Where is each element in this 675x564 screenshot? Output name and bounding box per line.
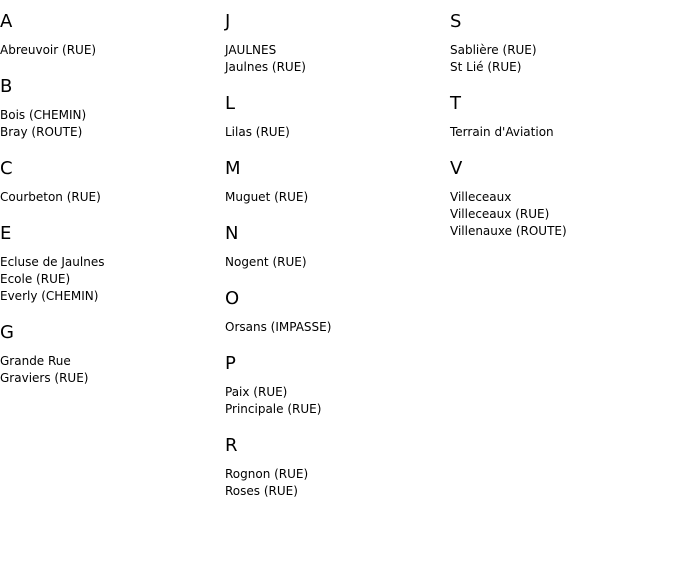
- street-list: [0, 189, 220, 206]
- letter-heading: M: [225, 158, 241, 179]
- letter-group-o: [225, 288, 445, 336]
- street-list: [225, 384, 445, 418]
- street-item[interactable]: Paix (RUE): [225, 385, 288, 399]
- street-index-column-3: [450, 11, 670, 240]
- street-item[interactable]: Grande Rue: [0, 354, 71, 368]
- street-list: [0, 107, 220, 141]
- street-item[interactable]: JAULNES: [225, 43, 277, 57]
- letter-group-m: [225, 158, 445, 206]
- letter-heading: L: [225, 93, 236, 114]
- street-list: [225, 189, 445, 206]
- letter-group-n: [225, 223, 445, 271]
- letter-group-v: [450, 158, 670, 240]
- street-item[interactable]: Ecluse de Jaulnes: [0, 255, 105, 269]
- letter-group-l: [225, 93, 445, 141]
- street-item[interactable]: Villeceaux (RUE): [450, 207, 550, 221]
- street-item[interactable]: Everly (CHEMIN): [0, 289, 99, 303]
- letter-heading: J: [225, 11, 231, 32]
- letter-heading: O: [225, 288, 240, 309]
- letter-heading: N: [225, 223, 239, 244]
- street-item[interactable]: Jaulnes (RUE): [225, 60, 306, 74]
- street-item[interactable]: Sablière (RUE): [450, 43, 537, 57]
- street-item[interactable]: Muguet (RUE): [225, 190, 309, 204]
- street-list: [225, 42, 445, 76]
- letter-heading: T: [450, 93, 461, 114]
- street-list: [450, 42, 670, 76]
- street-item[interactable]: Villeceaux: [450, 190, 512, 204]
- street-list: [450, 189, 670, 240]
- street-item[interactable]: Lilas (RUE): [225, 125, 290, 139]
- street-item[interactable]: Villenauxe (ROUTE): [450, 224, 567, 238]
- letter-group-s: [450, 11, 670, 76]
- street-list: [225, 124, 445, 141]
- street-item[interactable]: Roses (RUE): [225, 484, 298, 498]
- street-item[interactable]: Orsans (IMPASSE): [225, 320, 332, 334]
- letter-heading: C: [0, 158, 13, 179]
- street-list: [225, 319, 445, 336]
- letter-heading: S: [450, 11, 462, 32]
- street-list: [0, 42, 220, 59]
- letter-group-p: [225, 353, 445, 418]
- letter-group-j: [225, 11, 445, 76]
- street-item[interactable]: Bray (ROUTE): [0, 125, 83, 139]
- street-index-column-1: [0, 11, 220, 387]
- street-list: [0, 254, 220, 305]
- letter-group-a: [0, 11, 220, 59]
- street-index-column-2: [225, 11, 445, 500]
- street-item[interactable]: Ecole (RUE): [0, 272, 71, 286]
- letter-heading: G: [0, 322, 14, 343]
- letter-group-r: [225, 435, 445, 500]
- street-list: [225, 254, 445, 271]
- street-list: [225, 466, 445, 500]
- street-item[interactable]: Rognon (RUE): [225, 467, 309, 481]
- street-item[interactable]: Courbeton (RUE): [0, 190, 101, 204]
- street-item[interactable]: Graviers (RUE): [0, 371, 89, 385]
- street-item[interactable]: St Lié (RUE): [450, 60, 522, 74]
- letter-heading: P: [225, 353, 236, 374]
- letter-group-t: [450, 93, 670, 141]
- letter-heading: B: [0, 76, 13, 97]
- letter-group-b: [0, 76, 220, 141]
- street-item[interactable]: Abreuvoir (RUE): [0, 43, 97, 57]
- street-list: [0, 353, 220, 387]
- letter-heading: R: [225, 435, 238, 456]
- letter-group-c: [0, 158, 220, 206]
- letter-heading: E: [0, 223, 12, 244]
- letter-group-e: [0, 223, 220, 305]
- street-list: [450, 124, 670, 141]
- letter-heading: V: [450, 158, 463, 179]
- street-item[interactable]: Terrain d'Aviation: [450, 125, 554, 139]
- street-item[interactable]: Bois (CHEMIN): [0, 108, 87, 122]
- street-item[interactable]: Nogent (RUE): [225, 255, 307, 269]
- street-item[interactable]: Principale (RUE): [225, 402, 322, 416]
- letter-group-g: [0, 322, 220, 387]
- letter-heading: A: [0, 11, 13, 32]
